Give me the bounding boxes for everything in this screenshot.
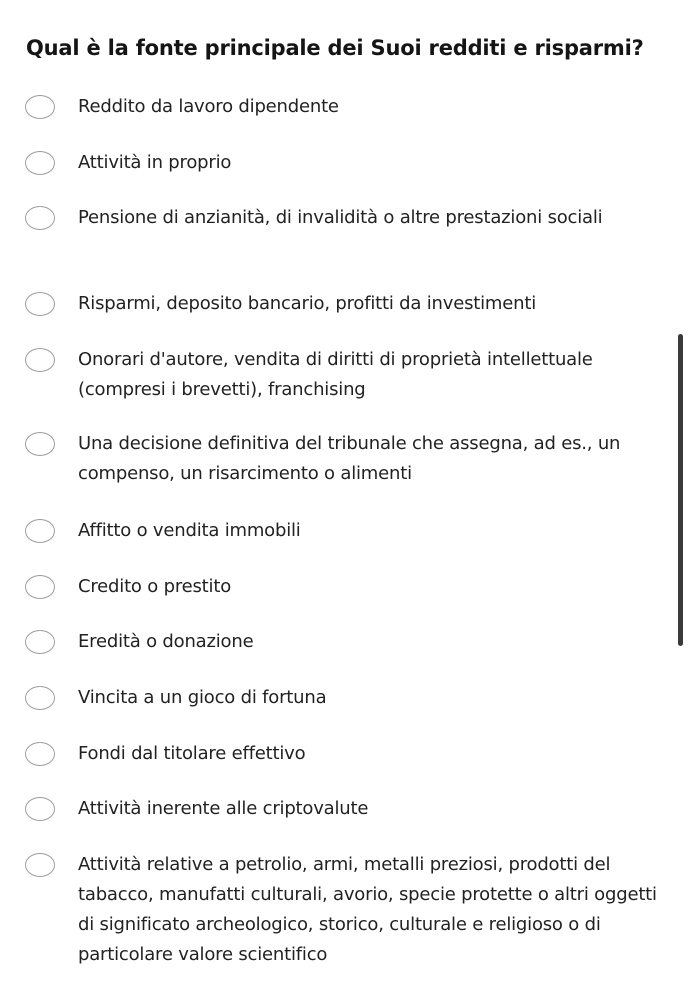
radio-button[interactable]: [25, 686, 55, 710]
scrollbar-thumb[interactable]: [678, 334, 683, 646]
radio-button[interactable]: [25, 348, 55, 372]
radio-button[interactable]: [25, 432, 55, 456]
option-label: Una decisione definitiva del tribunale che assegna, ad es., un compenso, un risarcimento o alimenti: [78, 433, 621, 484]
option-label: Vincita a un gioco di fortuna: [78, 687, 327, 708]
radio-button[interactable]: [25, 797, 55, 821]
option-label: Pensione di anzianità, di invalidità o altre prestazioni sociali: [78, 207, 603, 228]
radio-button[interactable]: [25, 742, 55, 766]
option-label: Affitto o vendita immobili: [78, 520, 301, 541]
radio-button[interactable]: [25, 630, 55, 654]
option-label: Eredità o donazione: [78, 631, 254, 652]
radio-button[interactable]: [25, 853, 55, 877]
radio-button[interactable]: [25, 575, 55, 599]
option-label: Risparmi, deposito bancario, profitti da investimenti: [78, 293, 537, 314]
option-label: Credito o prestito: [78, 576, 232, 597]
radio-button[interactable]: [25, 95, 55, 119]
radio-button[interactable]: [25, 519, 55, 543]
option-label: Attività in proprio: [78, 152, 232, 173]
radio-button[interactable]: [25, 292, 55, 316]
option-label: Onorari d'autore, vendita di diritti di proprietà intellettuale (compresi i brevetti), franchising: [78, 349, 593, 400]
question-title: Qual è la fonte principale dei Suoi redditi e risparmi?: [26, 36, 644, 60]
radio-button[interactable]: [25, 206, 55, 230]
option-label: Reddito da lavoro dipendente: [78, 96, 339, 117]
option-label: Attività inerente alle criptovalute: [78, 798, 369, 819]
option-label: Fondi dal titolare effettivo: [78, 743, 306, 764]
radio-button[interactable]: [25, 151, 55, 175]
option-label: Attività relative a petrolio, armi, metalli preziosi, prodotti del tabacco, manufatti culturali, avorio, specie protette o altri oggetti di significato archeologico, storico, culturale e religioso o di particolare valore scientifico: [78, 854, 657, 965]
